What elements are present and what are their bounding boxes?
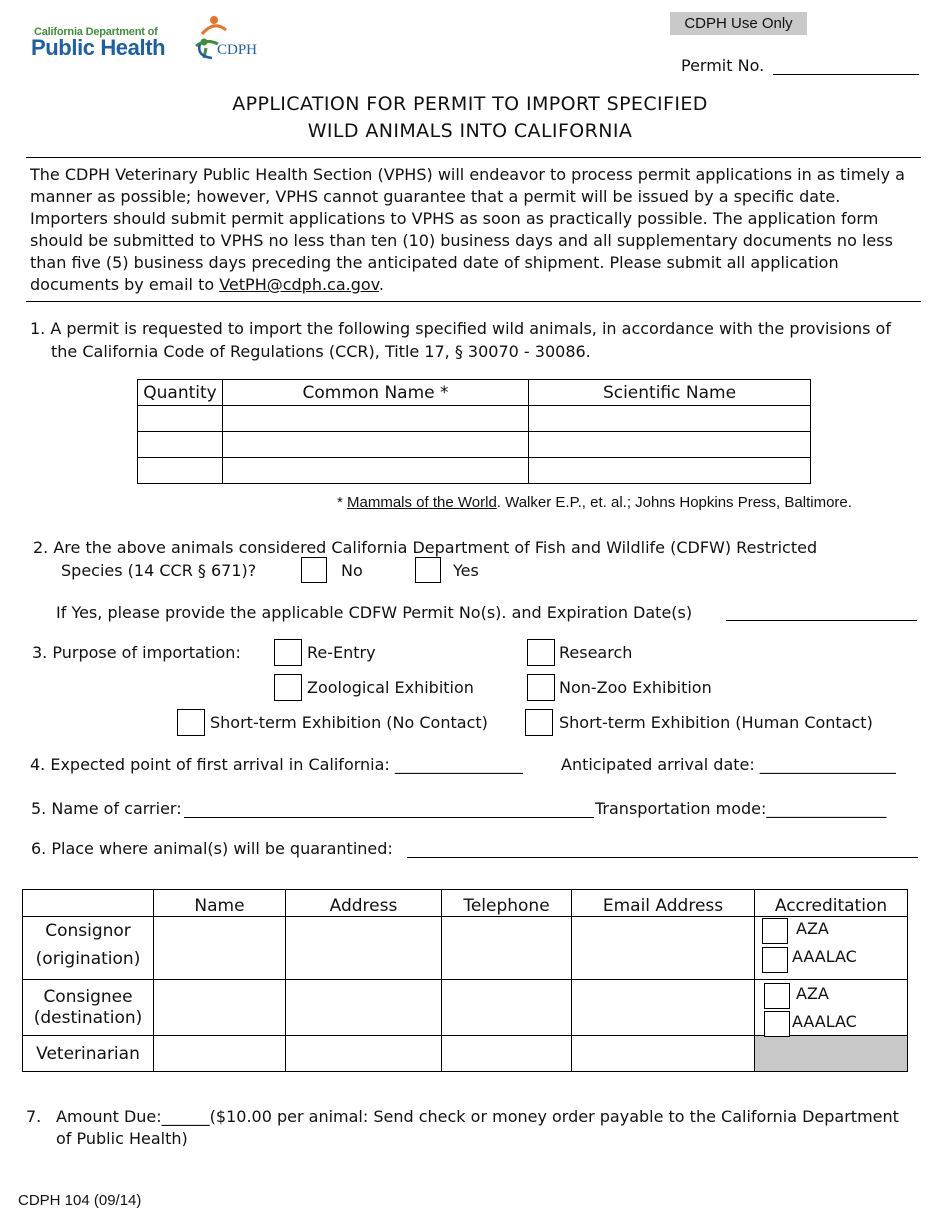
q1-text-line2: the California Code of Regulations (CCR), Title 17, § 30070 - 30086. — [51, 342, 591, 361]
consignee-aza-checkbox[interactable] — [764, 983, 790, 1009]
intro-top-rule — [26, 157, 921, 158]
consignee-address-cell[interactable] — [286, 980, 442, 1036]
consignee-aaalac-checkbox[interactable] — [764, 1011, 790, 1037]
veterinarian-label: Veterinarian — [23, 1036, 154, 1072]
quarantine-place-label: 6. Place where animal(s) will be quarantined: — [31, 839, 393, 858]
scientific-name-cell[interactable] — [529, 458, 811, 484]
veterinarian-email-cell[interactable] — [572, 1036, 755, 1072]
consignor-aaalac-label: AAALAC — [792, 947, 857, 966]
col-telephone: Telephone — [442, 890, 572, 917]
table-row — [138, 458, 811, 484]
q3-purpose-label: 3. Purpose of importation: — [32, 643, 241, 662]
form-title-line2: WILD ANIMALS INTO CALIFORNIA — [307, 120, 633, 142]
quarantine-place-field[interactable] — [407, 857, 918, 858]
reentry-label: Re-Entry — [307, 643, 376, 662]
common-name-cell[interactable] — [223, 432, 529, 458]
short-term-no-contact-label: Short-term Exhibition (No Contact) — [210, 713, 488, 732]
scientific-name-cell[interactable] — [529, 432, 811, 458]
veterinarian-name-cell[interactable] — [154, 1036, 286, 1072]
consignor-telephone-cell[interactable] — [442, 917, 572, 980]
parties-header-row — [23, 890, 908, 917]
non-zoo-exhibition-label: Non-Zoo Exhibition — [559, 678, 712, 697]
col-accreditation: Accreditation — [755, 890, 908, 917]
consignor-aza-checkbox[interactable] — [762, 918, 788, 944]
consignor-name-cell[interactable] — [154, 917, 286, 980]
veterinarian-row — [23, 1036, 908, 1072]
restricted-yes-label: Yes — [453, 561, 479, 580]
non-zoo-exhibition-checkbox[interactable] — [527, 674, 555, 701]
quantity-cell[interactable] — [138, 458, 223, 484]
transportation-mode-field[interactable]: Transportation mode:_______________ — [595, 799, 887, 818]
restricted-no-checkbox[interactable] — [301, 557, 327, 583]
consignor-label — [23, 917, 154, 980]
intro-text: The CDPH Veterinary Public Health Section (VPHS) will endeavor to process permit applications in as timely a manner as possible; however, VPHS cannot guarantee that a permit will be issued by a specific date. Importers should submit permit applications to VPHS as soon as practically possible. The application form should be submitted to VPHS no less than ten (10) business days and all supplementary documents no less than five (5) business days preceding the anticipated date of shipment. Please submit all application documents by email to — [30, 165, 905, 294]
consignee-telephone-cell[interactable] — [442, 980, 572, 1036]
consignee-row — [23, 980, 908, 1036]
cdph-use-only-label: CDPH Use Only — [670, 12, 807, 35]
intro-bottom-rule — [26, 301, 921, 302]
carrier-field[interactable] — [184, 817, 594, 818]
arrival-date-field[interactable]: Anticipated arrival date: _________________ — [561, 755, 896, 774]
permit-number-field[interactable] — [773, 74, 919, 75]
intro-end: . — [378, 275, 385, 294]
short-term-human-contact-checkbox[interactable] — [525, 709, 553, 736]
q2-text-line1: 2. Are the above animals considered California Department of Fish and Wildlife (CDFW) Restricted — [33, 538, 818, 557]
col-email-address: Email Address — [572, 890, 755, 917]
common-name-cell[interactable] — [223, 406, 529, 432]
footnote-title: Mammals of the World — [347, 494, 497, 511]
reentry-checkbox[interactable] — [274, 639, 302, 666]
amount-due-field[interactable]: Amount Due:______($10.00 per animal: Send check or money order payable to the California Department — [56, 1107, 899, 1126]
scientific-name-cell[interactable] — [529, 406, 811, 432]
research-label: Research — [559, 643, 633, 662]
mammals-footnote — [337, 494, 852, 511]
col-scientific-name: Scientific Name — [529, 380, 811, 406]
consignee-name-cell[interactable] — [154, 980, 286, 1036]
common-name-cell[interactable] — [223, 458, 529, 484]
consignor-aaalac-checkbox[interactable] — [762, 947, 788, 973]
col-address: Address — [286, 890, 442, 917]
short-term-no-contact-checkbox[interactable] — [177, 709, 205, 736]
consignee-accreditation-cell — [755, 980, 908, 1036]
q2-text-line2: Species (14 CCR § 671)? — [61, 561, 257, 580]
logo-figure-head-orange — [210, 16, 218, 24]
cdfw-permit-label: If Yes, please provide the applicable CDFW Permit No(s). and Expiration Date(s) — [56, 603, 693, 622]
consignor-address-cell[interactable] — [286, 917, 442, 980]
logo-department-text: California Department of — [34, 26, 158, 38]
col-common-name: Common Name * — [223, 380, 529, 406]
blank-header-cell — [23, 890, 154, 917]
consignor-aza-label: AZA — [796, 919, 829, 938]
animals-table — [137, 379, 811, 484]
amount-due-line2: of Public Health) — [56, 1129, 188, 1148]
consignee-label-line2: (destination) — [33, 1008, 143, 1028]
footnote-star: * — [337, 494, 348, 511]
restricted-no-label: No — [341, 561, 363, 580]
veterinarian-address-cell[interactable] — [286, 1036, 442, 1072]
consignor-email-cell[interactable] — [572, 917, 755, 980]
consignor-label-line1: Consignor — [45, 921, 131, 941]
logo-public-health-text: Public Health — [31, 35, 166, 60]
animals-header-row — [138, 380, 811, 406]
footnote-rest: . Walker E.P., et. al.; Johns Hopkins Press, Baltimore. — [496, 494, 852, 511]
table-row — [138, 432, 811, 458]
consignee-label — [23, 980, 154, 1036]
table-row — [138, 406, 811, 432]
q1-text-line1: 1. A permit is requested to import the following specified wild animals, in accordance with the provisions of — [30, 319, 891, 338]
permit-number-label: Permit No. — [681, 56, 765, 75]
first-arrival-point-field[interactable]: 4. Expected point of first arrival in California: ________________ — [30, 755, 523, 774]
quantity-cell[interactable] — [138, 432, 223, 458]
col-quantity: Quantity — [138, 380, 223, 406]
parties-table — [22, 889, 908, 1072]
consignor-label-line2: (origination) — [35, 949, 141, 969]
form-id-footer: CDPH 104 (09/14) — [18, 1192, 142, 1209]
zoo-exhibition-label: Zoological Exhibition — [307, 678, 474, 697]
consignee-aza-label: AZA — [796, 984, 829, 1003]
cdph-logo-icon — [192, 14, 264, 64]
form-title-line1: APPLICATION FOR PERMIT TO IMPORT SPECIFIED — [232, 93, 708, 115]
consignee-label-line1: Consignee — [43, 987, 133, 1007]
short-term-human-contact-label: Short-term Exhibition (Human Contact) — [559, 713, 873, 732]
consignee-email-cell[interactable] — [572, 980, 755, 1036]
veterinarian-accreditation-shaded-cell — [755, 1036, 908, 1072]
q7-number: 7. — [26, 1107, 42, 1126]
restricted-yes-checkbox[interactable] — [415, 557, 441, 583]
vetph-email-link[interactable]: VetPH@cdph.ca.gov — [219, 275, 379, 294]
quantity-cell[interactable] — [138, 406, 223, 432]
carrier-label: 5. Name of carrier: — [31, 799, 182, 818]
intro-paragraph — [30, 164, 920, 296]
research-checkbox[interactable] — [527, 639, 555, 666]
veterinarian-telephone-cell[interactable] — [442, 1036, 572, 1072]
col-name: Name — [154, 890, 286, 917]
logo-mark-text: CDPH — [217, 42, 258, 58]
logo-figure-body-orange — [202, 26, 226, 34]
consignor-row — [23, 917, 908, 980]
cdfw-permit-field[interactable] — [726, 620, 917, 621]
consignee-aaalac-label: AAALAC — [792, 1012, 857, 1031]
zoo-exhibition-checkbox[interactable] — [274, 674, 302, 701]
consignor-accreditation-cell — [755, 917, 908, 980]
